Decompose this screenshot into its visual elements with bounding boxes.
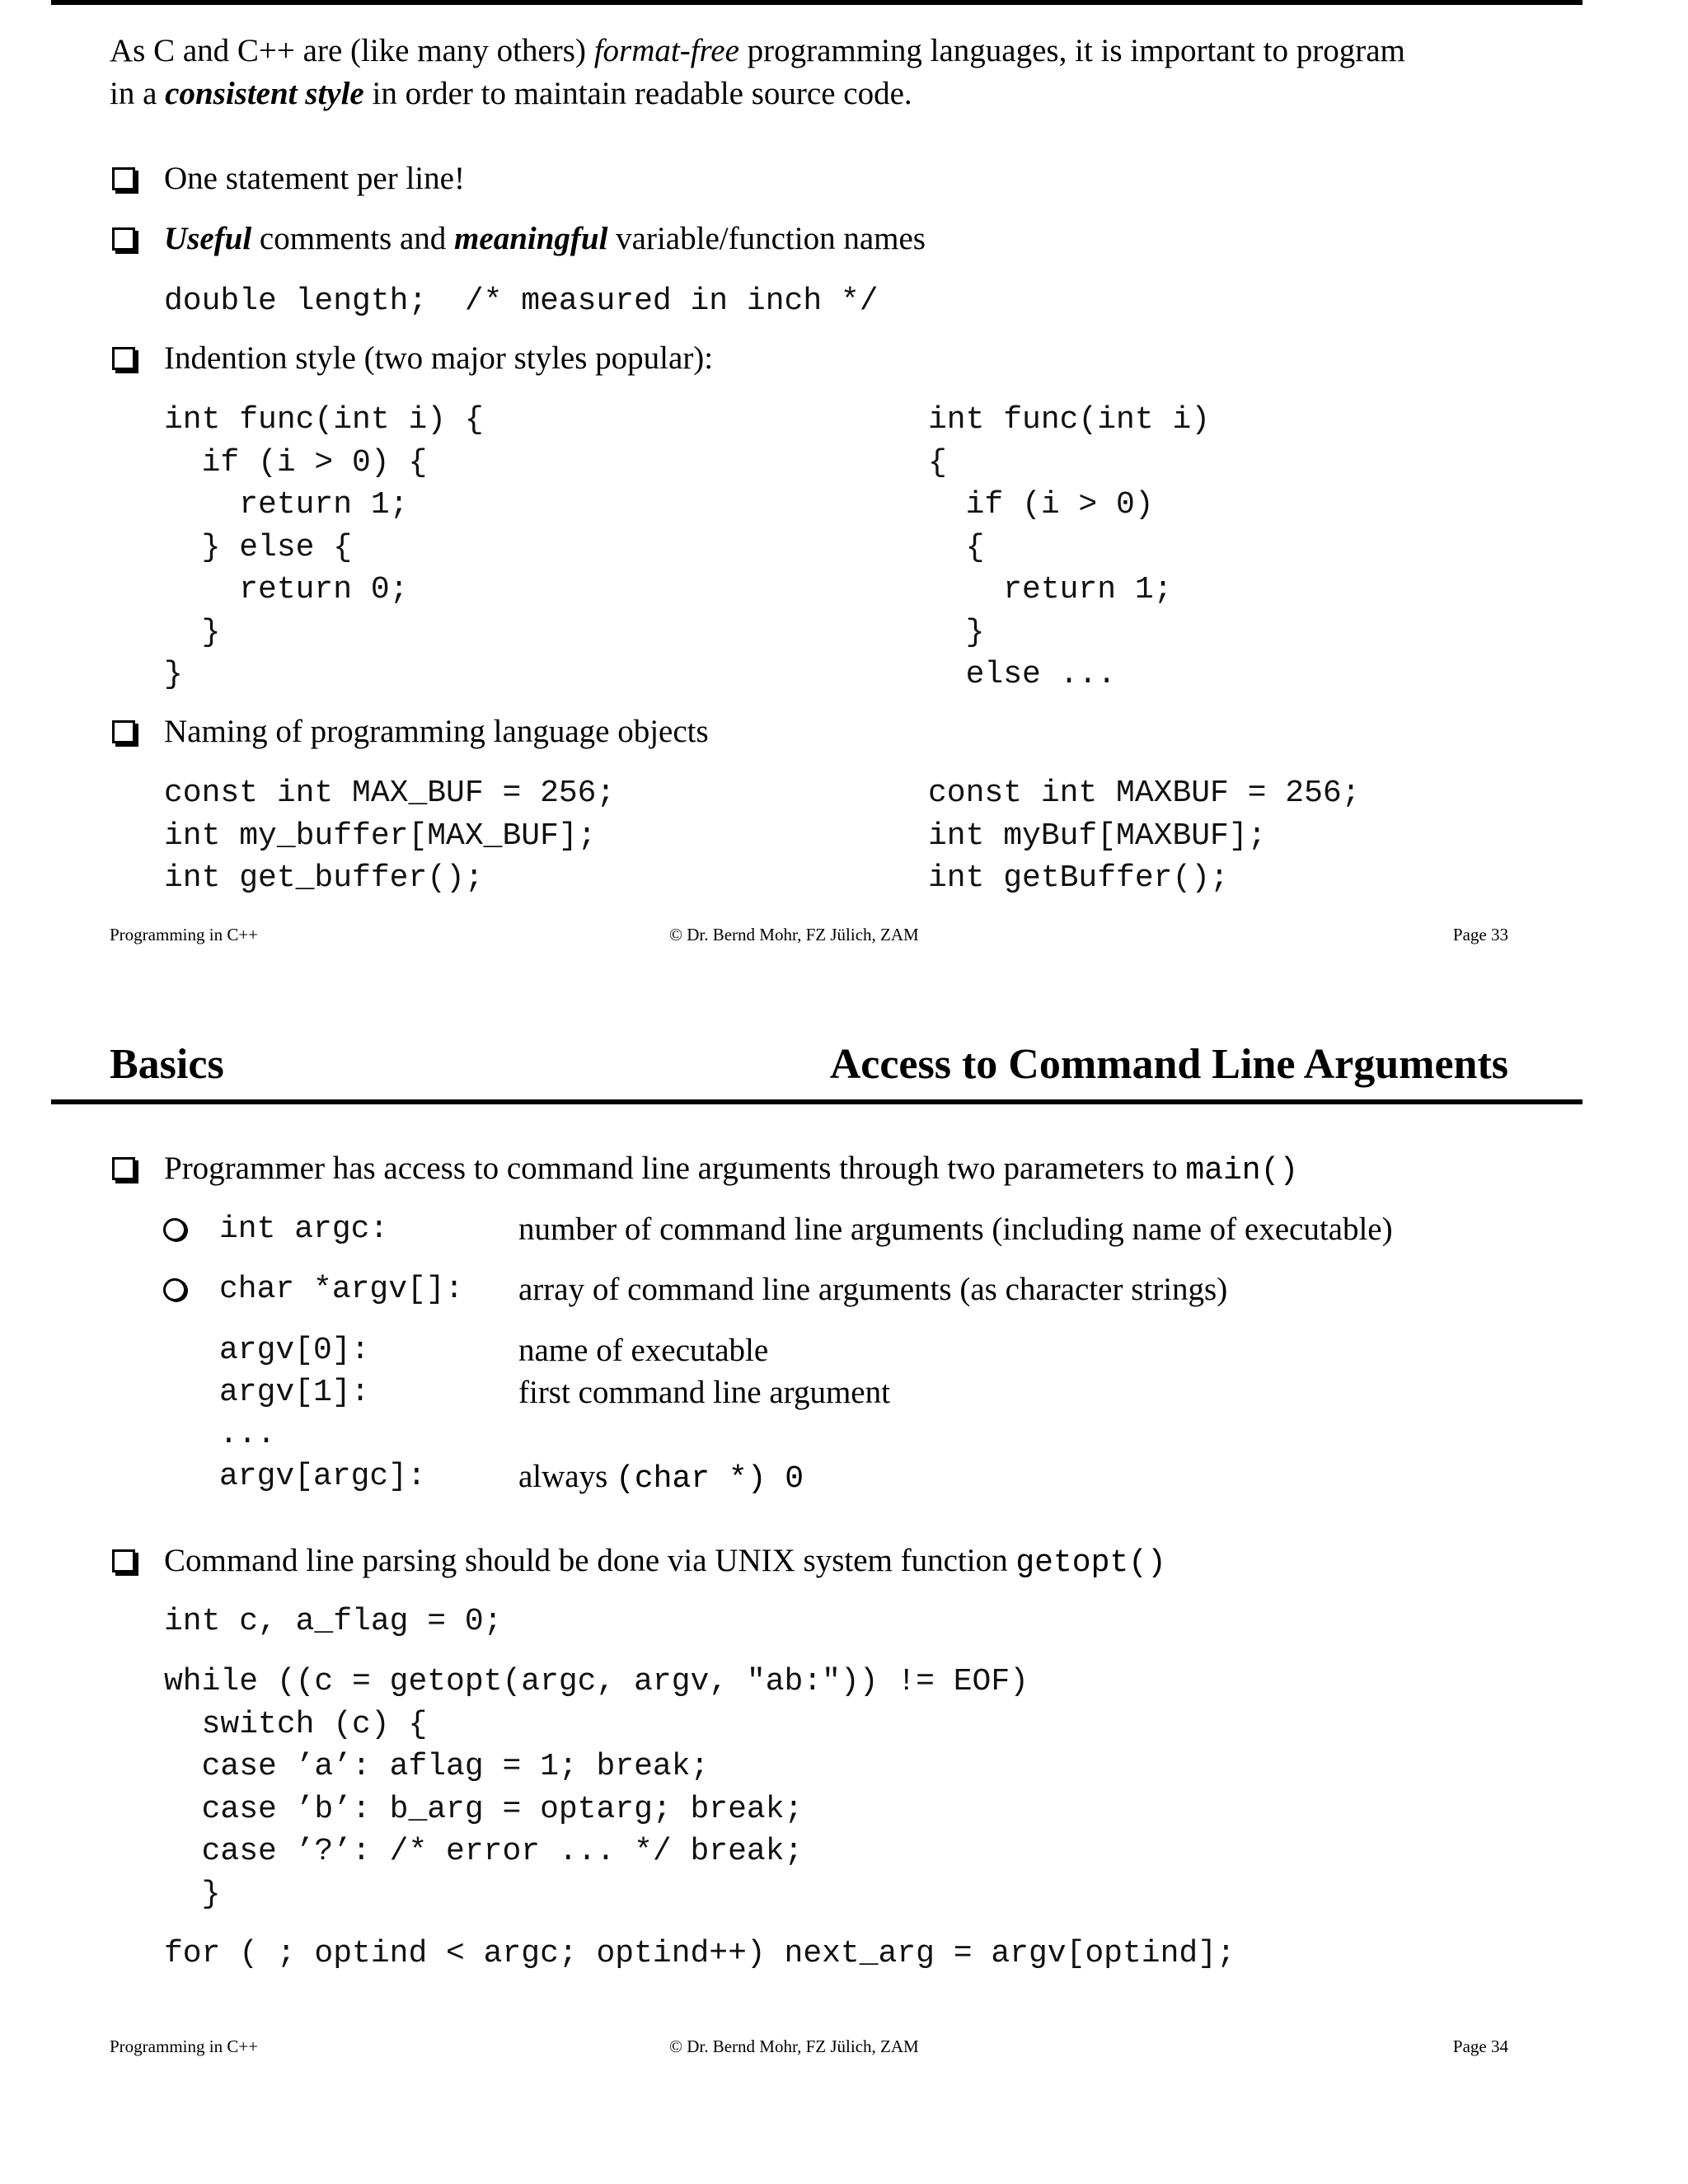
page-title: Access to Command Line Arguments	[829, 1041, 1508, 1088]
code-argc: int argc:	[219, 1212, 389, 1247]
argv-row-desc: name of executable	[518, 1333, 769, 1368]
bullet-text: Programmer has access to command line arguments through two parameters to	[164, 1151, 1186, 1186]
code-while-loop: while ((c = getopt(argc, argv, "ab:")) != EOF) switch (c) { case ’a’: aflag = 1; break; case ’b’: b_arg = optarg; break; case ’?’: /* error ... */ break; }	[164, 1664, 1029, 1912]
bullet-text: comments and	[251, 221, 455, 256]
bullet-indention-style: Indention style (two major styles popular):	[164, 340, 714, 376]
argv-row-code: ...	[219, 1417, 276, 1452]
bullet-comments-names	[164, 218, 926, 260]
emphasis-meaningful: meaningful	[454, 221, 608, 256]
footer-copyright: © Dr. Bernd Mohr, FZ Jülich, ZAM	[669, 2036, 919, 2056]
circle-bullet-icon	[163, 1278, 186, 1301]
bullet-getopt	[164, 1540, 1166, 1585]
checkbox-bullet-icon	[112, 1549, 135, 1572]
heading-rule	[51, 1099, 1582, 1104]
bullet-access-args	[164, 1147, 1298, 1193]
footer-copyright: © Dr. Bernd Mohr, FZ Jülich, ZAM	[669, 925, 919, 944]
checkbox-bullet-icon	[112, 167, 135, 190]
code-for-loop: for ( ; optind < argc; optind++) next_arg = argv[optind];	[164, 1936, 1236, 1971]
intro-paragraph	[110, 30, 1405, 115]
argv-description: array of command line arguments (as character strings)	[518, 1272, 1228, 1307]
intro-emphasis: format-free	[593, 33, 739, 68]
code-argv: char *argv[]:	[219, 1272, 464, 1307]
bullet-text: variable/function names	[607, 221, 926, 256]
argc-description: number of command line arguments (including name of executable)	[518, 1212, 1393, 1247]
code-indent-allman-style: int func(int i) { if (i > 0) { return 1; } else ...	[928, 402, 1211, 692]
footer-page-number: Page 34	[1452, 2036, 1508, 2056]
argv-row-desc	[518, 1455, 804, 1501]
argv-row-code: argv[1]:	[219, 1375, 370, 1410]
footer-course-title: Programming in C++	[110, 2036, 259, 2056]
intro-text: in order to maintain readable source code.	[363, 76, 912, 111]
intro-text: programming languages, it is important to program	[738, 33, 1405, 68]
code-init: int c, a_flag = 0;	[164, 1604, 503, 1639]
code-getopt: getopt()	[1015, 1545, 1166, 1581]
checkbox-bullet-icon	[112, 1157, 135, 1180]
code-indent-kr-style: int func(int i) { if (i > 0) { return 1; } else { return 0; } }	[164, 402, 484, 692]
argv-row-code: argv[argc]:	[219, 1459, 426, 1494]
checkbox-bullet-icon	[112, 227, 135, 251]
argv-row-desc: first command line argument	[518, 1375, 890, 1410]
top-rule	[51, 0, 1582, 5]
bullet-one-statement: One statement per line!	[164, 161, 465, 196]
code-naming-camelcase: const int MAXBUF = 256; int myBuf[MAXBUF]; int getBuffer();	[928, 776, 1361, 896]
bullet-naming: Naming of programming language objects	[164, 714, 709, 749]
code-null-pointer: (char *) 0	[616, 1461, 804, 1497]
checkbox-bullet-icon	[112, 720, 135, 743]
bullet-text: Command line parsing should be done via UNIX system function	[164, 1543, 1016, 1578]
intro-text: in a	[110, 76, 166, 111]
emphasis-useful: Useful	[164, 221, 252, 256]
code-naming-underscore: const int MAX_BUF = 256; int my_buffer[MAX_BUF]; int get_buffer();	[164, 776, 616, 896]
footer-page-number: Page 33	[1452, 925, 1508, 944]
intro-emphasis: consistent style	[165, 76, 364, 111]
circle-bullet-icon	[163, 1218, 186, 1241]
section-heading: Basics	[110, 1041, 224, 1088]
intro-text: As C and C++ are (like many others)	[110, 33, 594, 68]
code-main: main()	[1185, 1153, 1299, 1188]
code-comment-example: double length; /* measured in inch */	[164, 284, 879, 319]
argv-row-code: argv[0]:	[219, 1333, 370, 1368]
footer-course-title: Programming in C++	[110, 925, 259, 944]
checkbox-bullet-icon	[112, 347, 135, 370]
argv-row-desc-text: always	[518, 1459, 617, 1494]
